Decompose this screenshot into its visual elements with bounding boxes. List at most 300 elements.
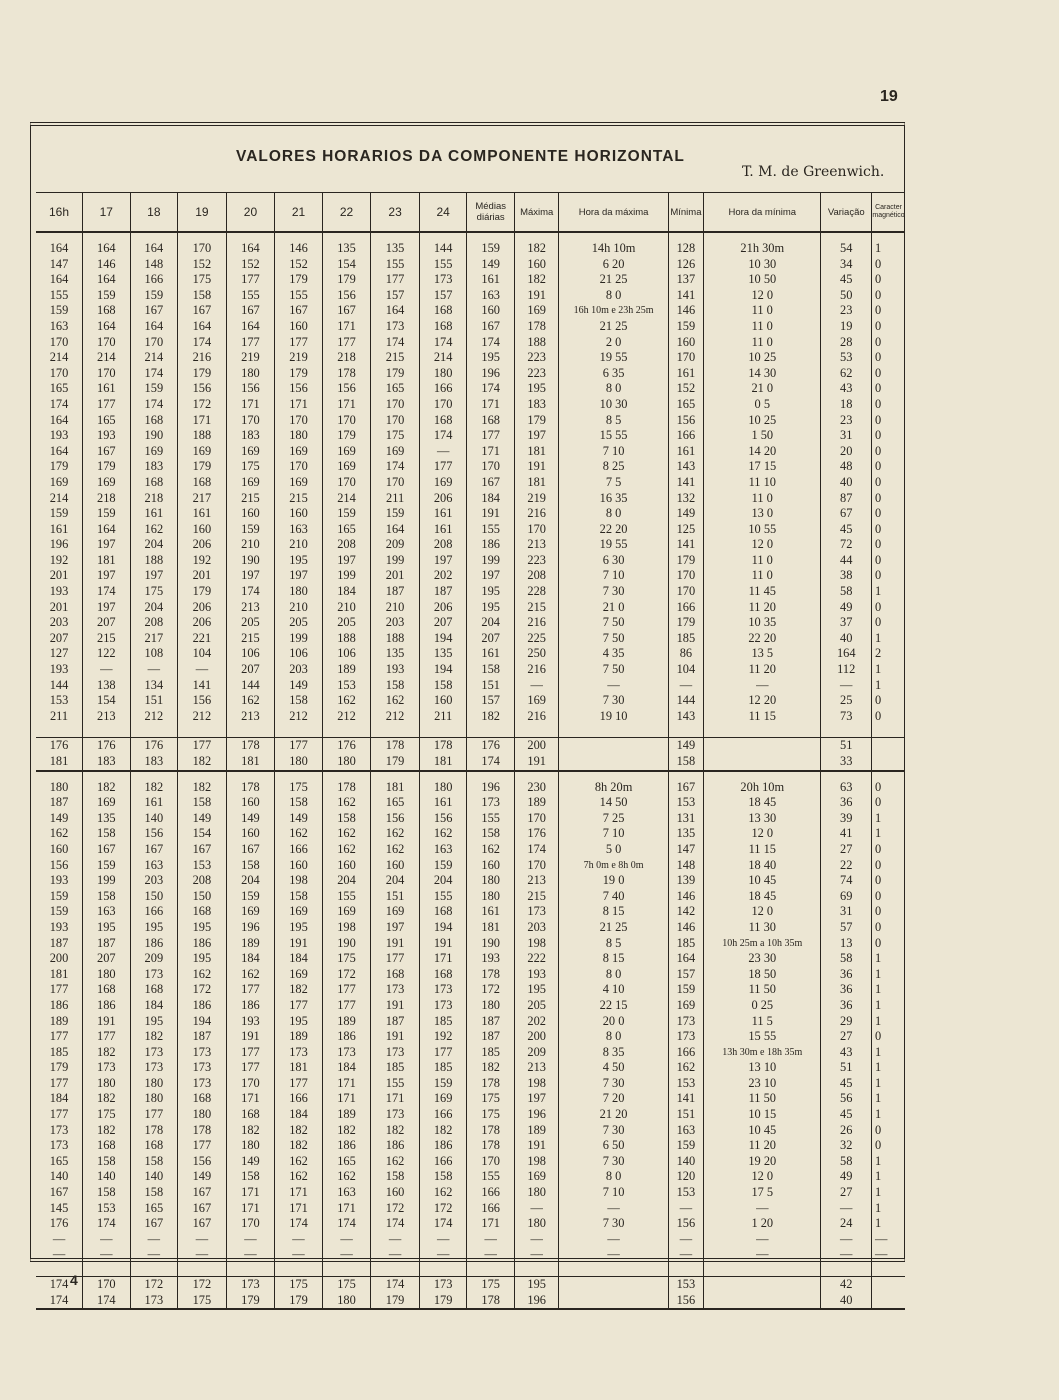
table-cell: 212 bbox=[275, 709, 323, 725]
table-cell: 163 bbox=[83, 904, 131, 920]
table-row bbox=[36, 826, 905, 842]
table-cell: 160 bbox=[467, 858, 515, 874]
table-cell: 185 bbox=[419, 1060, 467, 1076]
table-cell: 1 bbox=[872, 631, 905, 647]
table-cell: 212 bbox=[178, 709, 227, 725]
table-cell: 168 bbox=[178, 475, 227, 491]
table-cell: 7 10 bbox=[559, 568, 668, 584]
table-cell: 163 bbox=[275, 522, 323, 538]
table-cell: 170 bbox=[514, 811, 559, 827]
table-row bbox=[36, 1232, 905, 1248]
table-cell: 1 bbox=[872, 982, 905, 998]
table-cell: 193 bbox=[514, 967, 559, 983]
spacer-cell bbox=[467, 1263, 515, 1277]
table-cell: 165 bbox=[322, 522, 371, 538]
table-cell: 172 bbox=[178, 1277, 227, 1293]
table-cell: 168 bbox=[130, 475, 178, 491]
table-cell: 45 bbox=[821, 1076, 872, 1092]
table-cell: 162 bbox=[130, 522, 178, 538]
table-cell: 153 bbox=[83, 1201, 131, 1217]
table-row bbox=[36, 1185, 905, 1201]
table-cell: 171 bbox=[322, 1201, 371, 1217]
spacer-cell bbox=[275, 724, 323, 738]
table-cell: 152 bbox=[178, 257, 227, 273]
table-row bbox=[36, 951, 905, 967]
table-row bbox=[36, 381, 905, 397]
table-cell: 168 bbox=[130, 413, 178, 429]
table-cell: 0 bbox=[872, 272, 905, 288]
table-cell: 182 bbox=[467, 1060, 515, 1076]
table-cell: 216 bbox=[178, 350, 227, 366]
table-cell: 8 15 bbox=[559, 951, 668, 967]
table-cell: 144 bbox=[226, 678, 275, 694]
table-cell: 158 bbox=[130, 1154, 178, 1170]
table-cell: 34 bbox=[821, 257, 872, 273]
table-cell: 170 bbox=[178, 241, 227, 257]
table-cell: 178 bbox=[371, 738, 420, 754]
table-cell: 173 bbox=[322, 1045, 371, 1061]
table-cell: 177 bbox=[419, 1045, 467, 1061]
col-header: 20 bbox=[226, 193, 275, 233]
table-row bbox=[36, 537, 905, 553]
table-cell: 87 bbox=[821, 491, 872, 507]
table-cell bbox=[704, 754, 821, 771]
table-cell: 179 bbox=[49, 1060, 69, 1075]
table-cell: 126 bbox=[668, 257, 703, 273]
table-cell: 153 bbox=[322, 678, 371, 694]
table-cell: 28 bbox=[821, 335, 872, 351]
table-cell: 157 bbox=[467, 693, 515, 709]
table-cell: 0 bbox=[872, 506, 905, 522]
table-row bbox=[36, 475, 905, 491]
table-cell: 180 bbox=[226, 366, 275, 382]
table-cell: 174 bbox=[83, 584, 131, 600]
table-cell: 171 bbox=[371, 1091, 420, 1107]
table-cell: 86 bbox=[668, 646, 703, 662]
table-cell: 171 bbox=[322, 1076, 371, 1092]
table-cell: 7 30 bbox=[559, 1216, 668, 1232]
table-cell: 208 bbox=[322, 537, 371, 553]
spacer-row bbox=[36, 771, 905, 780]
table-cell bbox=[704, 1293, 821, 1310]
table-cell: 199 bbox=[275, 631, 323, 647]
table-cell: 177 bbox=[178, 738, 227, 754]
table-cell: 158 bbox=[371, 678, 420, 694]
table-cell: 56 bbox=[821, 1091, 872, 1107]
table-cell: 0 bbox=[872, 1123, 905, 1139]
table-cell: 176 bbox=[49, 1216, 69, 1231]
table-cell: 58 bbox=[821, 951, 872, 967]
table-cell: 40 bbox=[821, 475, 872, 491]
table-cell: 195 bbox=[514, 1277, 559, 1293]
table-cell: — bbox=[668, 678, 703, 694]
spacer-cell bbox=[514, 1263, 559, 1277]
table-cell: 170 bbox=[226, 413, 275, 429]
table-cell: 187 bbox=[83, 936, 131, 952]
table-cell: 208 bbox=[514, 568, 559, 584]
table-cell: 155 bbox=[49, 287, 69, 302]
table-cell: 196 bbox=[49, 537, 69, 552]
table-cell: 1 bbox=[872, 1076, 905, 1092]
table-cell: 1 bbox=[872, 811, 905, 827]
table-cell: 58 bbox=[821, 584, 872, 600]
table-cell: 164 bbox=[49, 241, 69, 255]
table-row bbox=[36, 709, 905, 725]
table-cell: 180 bbox=[130, 1076, 178, 1092]
table-cell: 144 bbox=[419, 241, 467, 257]
table-cell: 153 bbox=[49, 693, 69, 708]
table-cell: 173 bbox=[668, 1029, 703, 1045]
table-cell: 177 bbox=[49, 982, 69, 997]
table-cell: 0 bbox=[872, 459, 905, 475]
table-cell: 1 bbox=[872, 662, 905, 678]
table-cell: 177 bbox=[226, 1060, 275, 1076]
table-cell: 210 bbox=[275, 600, 323, 616]
table-cell: 180 bbox=[83, 967, 131, 983]
table-cell: 216 bbox=[514, 709, 559, 725]
table-cell: 155 bbox=[226, 288, 275, 304]
table-row bbox=[36, 904, 905, 920]
table-cell: 173 bbox=[130, 1045, 178, 1061]
table-cell: 162 bbox=[275, 1154, 323, 1170]
table-cell: 145 bbox=[49, 1200, 69, 1215]
table-cell: 176 bbox=[83, 738, 131, 754]
table-cell: 167 bbox=[178, 1201, 227, 1217]
table-cell: 219 bbox=[514, 491, 559, 507]
table-cell: 156 bbox=[371, 811, 420, 827]
table-cell: 20 bbox=[821, 444, 872, 460]
table-cell: 163 bbox=[419, 842, 467, 858]
table-cell: 179 bbox=[668, 615, 703, 631]
table-cell: 212 bbox=[371, 709, 420, 725]
table-cell: 164 bbox=[130, 241, 178, 257]
table-cell: 186 bbox=[322, 1138, 371, 1154]
table-cell: 167 bbox=[467, 319, 515, 335]
table-cell: 159 bbox=[49, 888, 69, 903]
table-cell: 180 bbox=[467, 873, 515, 889]
table-cell: 159 bbox=[83, 858, 131, 874]
table-cell: 173 bbox=[419, 998, 467, 1014]
table-cell: 204 bbox=[419, 873, 467, 889]
table-cell: 215 bbox=[226, 491, 275, 507]
table-cell: 179 bbox=[514, 413, 559, 429]
table-cell: 191 bbox=[275, 936, 323, 952]
spacer-cell bbox=[467, 232, 515, 241]
table-cell: 182 bbox=[83, 1091, 131, 1107]
table-cell: 185 bbox=[371, 1060, 420, 1076]
table-cell: 175 bbox=[83, 1107, 131, 1123]
table-cell: 168 bbox=[83, 1138, 131, 1154]
table-cell: 214 bbox=[83, 350, 131, 366]
table-cell: 195 bbox=[514, 381, 559, 397]
table-cell: 181 bbox=[275, 1060, 323, 1076]
table-cell: — bbox=[704, 1247, 821, 1263]
table-cell: 194 bbox=[419, 662, 467, 678]
table-cell: — bbox=[83, 1247, 131, 1263]
table-cell: 135 bbox=[322, 241, 371, 257]
table-cell: 166 bbox=[467, 1185, 515, 1201]
table-cell: 6 20 bbox=[559, 257, 668, 273]
table-cell: 172 bbox=[322, 967, 371, 983]
table-cell: 149 bbox=[178, 1169, 227, 1185]
table-cell: 156 bbox=[226, 381, 275, 397]
table-cell: 180 bbox=[275, 584, 323, 600]
table-cell: 174 bbox=[49, 1277, 69, 1291]
table-cell: 182 bbox=[178, 780, 227, 796]
table-cell: 13 10 bbox=[704, 1060, 821, 1076]
table-cell: 158 bbox=[275, 889, 323, 905]
table-title: VALORES HORARIOS DA COMPONENTE HORIZONTAL bbox=[236, 148, 685, 165]
table-cell: 171 bbox=[322, 319, 371, 335]
table-cell: 146 bbox=[275, 241, 323, 257]
table-cell: 0 bbox=[872, 795, 905, 811]
table-cell: 23 10 bbox=[704, 1076, 821, 1092]
table-cell: 186 bbox=[178, 936, 227, 952]
table-cell: 170 bbox=[226, 1076, 275, 1092]
table-cell: 169 bbox=[322, 904, 371, 920]
table-cell: 134 bbox=[130, 678, 178, 694]
table-cell: 180 bbox=[467, 998, 515, 1014]
table-cell: 158 bbox=[178, 795, 227, 811]
table-cell: 8 5 bbox=[559, 936, 668, 952]
table-cell: 153 bbox=[178, 858, 227, 874]
spacer-cell bbox=[514, 232, 559, 241]
table-cell: 167 bbox=[83, 842, 131, 858]
table-cell: 0 bbox=[872, 568, 905, 584]
table-cell: 170 bbox=[371, 475, 420, 491]
table-cell: 7 50 bbox=[559, 631, 668, 647]
table-cell: 208 bbox=[419, 537, 467, 553]
table-cell: 209 bbox=[130, 951, 178, 967]
table-cell: 10 15 bbox=[704, 1107, 821, 1123]
table-cell: 180 bbox=[49, 779, 69, 794]
table-cell: 21 25 bbox=[559, 920, 668, 936]
table-cell: 207 bbox=[83, 615, 131, 631]
table-cell: 172 bbox=[178, 397, 227, 413]
table-cell: 214 bbox=[130, 350, 178, 366]
table-cell: 0 bbox=[872, 537, 905, 553]
table-cell: 195 bbox=[275, 920, 323, 936]
table-cell: 171 bbox=[226, 397, 275, 413]
table-cell: 162 bbox=[668, 1060, 703, 1076]
spacer-cell bbox=[559, 724, 668, 738]
table-cell: — bbox=[52, 1231, 66, 1246]
table-cell: 171 bbox=[226, 1185, 275, 1201]
table-cell: 21 25 bbox=[559, 272, 668, 288]
table-cell: 164 bbox=[178, 319, 227, 335]
table-cell: 11 0 bbox=[704, 335, 821, 351]
table-cell: 169 bbox=[668, 998, 703, 1014]
table-cell: 173 bbox=[371, 1107, 420, 1123]
table-cell: 178 bbox=[322, 780, 371, 796]
table-cell: 161 bbox=[419, 795, 467, 811]
table-cell: 166 bbox=[419, 381, 467, 397]
table-cell: 0 bbox=[872, 615, 905, 631]
table-cell: 215 bbox=[275, 491, 323, 507]
table-cell: 6 50 bbox=[559, 1138, 668, 1154]
table-cell: 169 bbox=[371, 904, 420, 920]
table-cell: 157 bbox=[419, 288, 467, 304]
table-cell: 176 bbox=[322, 738, 371, 754]
table-cell: — bbox=[872, 1247, 905, 1263]
table-cell: 174 bbox=[467, 754, 515, 771]
spacer-cell bbox=[226, 232, 275, 241]
table-cell: 179 bbox=[322, 272, 371, 288]
table-cell: 179 bbox=[371, 754, 420, 771]
table-cell: 149 bbox=[668, 738, 703, 754]
table-cell: 173 bbox=[130, 1293, 178, 1310]
table-cell: 141 bbox=[668, 537, 703, 553]
table-cell bbox=[559, 1277, 668, 1293]
table-row bbox=[36, 1029, 905, 1045]
table-cell: 0 bbox=[872, 444, 905, 460]
table-cell: 189 bbox=[322, 662, 371, 678]
table-row bbox=[36, 936, 905, 952]
table-cell: 173 bbox=[130, 1060, 178, 1076]
table-cell: 178 bbox=[467, 1123, 515, 1139]
table-cell: 207 bbox=[226, 662, 275, 678]
table-cell: 204 bbox=[130, 600, 178, 616]
table-cell: 14 50 bbox=[559, 795, 668, 811]
table-cell: 194 bbox=[419, 920, 467, 936]
table-cell: 0 bbox=[872, 709, 905, 725]
table-cell: 12 20 bbox=[704, 693, 821, 709]
table-cell: 168 bbox=[83, 303, 131, 319]
table-cell: 179 bbox=[275, 272, 323, 288]
table-cell: 215 bbox=[514, 600, 559, 616]
table-cell: 182 bbox=[83, 1045, 131, 1061]
table-cell: 177 bbox=[322, 982, 371, 998]
table-cell: 216 bbox=[514, 506, 559, 522]
table-cell: 11 50 bbox=[704, 1091, 821, 1107]
table-cell: 182 bbox=[226, 1123, 275, 1139]
table-cell: 171 bbox=[275, 1185, 323, 1201]
table-cell: 18 40 bbox=[704, 858, 821, 874]
table-cell: 135 bbox=[668, 826, 703, 842]
table-cell: 12 0 bbox=[704, 826, 821, 842]
table-cell: 163 bbox=[49, 318, 69, 333]
table-cell: 218 bbox=[322, 350, 371, 366]
table-cell: 167 bbox=[275, 303, 323, 319]
table-cell: 191 bbox=[467, 506, 515, 522]
table-cell: 149 bbox=[668, 506, 703, 522]
table-cell: 1 bbox=[872, 1045, 905, 1061]
table-row bbox=[36, 444, 905, 460]
table-cell: 193 bbox=[467, 951, 515, 967]
table-cell: 206 bbox=[178, 615, 227, 631]
table-cell: 164 bbox=[130, 319, 178, 335]
table-cell: 0 25 bbox=[704, 998, 821, 1014]
table-cell bbox=[872, 754, 905, 771]
table-cell: 201 bbox=[49, 568, 69, 583]
table-cell: 158 bbox=[371, 1169, 420, 1185]
table-cell: 161 bbox=[668, 444, 703, 460]
table-cell: 175 bbox=[275, 1277, 323, 1293]
table-cell: 178 bbox=[226, 738, 275, 754]
spacer-cell bbox=[226, 724, 275, 738]
table-cell: 157 bbox=[668, 967, 703, 983]
table-cell: 168 bbox=[419, 303, 467, 319]
table-cell: 158 bbox=[83, 826, 131, 842]
signature-mark: 4 bbox=[70, 1272, 78, 1288]
table-cell: 19 20 bbox=[704, 1154, 821, 1170]
table-cell: 166 bbox=[467, 1201, 515, 1217]
table-cell: 188 bbox=[130, 553, 178, 569]
table-cell: 159 bbox=[322, 506, 371, 522]
table-cell: 169 bbox=[275, 967, 323, 983]
table-cell: 186 bbox=[130, 936, 178, 952]
table-cell: 169 bbox=[275, 444, 323, 460]
spacer-cell bbox=[821, 1263, 872, 1277]
table-cell: 177 bbox=[275, 1076, 323, 1092]
table-cell: — bbox=[322, 1232, 371, 1248]
table-cell: — bbox=[668, 1247, 703, 1263]
table-cell: 137 bbox=[668, 272, 703, 288]
table-cell: 170 bbox=[83, 366, 131, 382]
table-cell: 179 bbox=[178, 459, 227, 475]
spacer-row bbox=[36, 1263, 905, 1277]
table-cell: 196 bbox=[514, 1293, 559, 1310]
spacer-cell bbox=[83, 724, 131, 738]
table-cell: 223 bbox=[514, 553, 559, 569]
table-cell: 182 bbox=[322, 1123, 371, 1139]
table-cell: 152 bbox=[226, 257, 275, 273]
table-cell: 1 bbox=[872, 1169, 905, 1185]
table-cell: 160 bbox=[226, 506, 275, 522]
table-cell: 131 bbox=[668, 811, 703, 827]
table-cell: 179 bbox=[322, 428, 371, 444]
table-cell: — bbox=[178, 1232, 227, 1248]
table-cell: 140 bbox=[83, 1169, 131, 1185]
hourly-values-table bbox=[36, 192, 905, 1310]
table-cell: 171 bbox=[322, 397, 371, 413]
table-cell: 173 bbox=[83, 1060, 131, 1076]
table-cell: 23 30 bbox=[704, 951, 821, 967]
spacer-cell bbox=[178, 724, 227, 738]
table-cell: 205 bbox=[322, 615, 371, 631]
spacer-cell bbox=[419, 232, 467, 241]
table-cell: 174 bbox=[130, 397, 178, 413]
table-cell: 179 bbox=[275, 366, 323, 382]
table-cell: 177 bbox=[275, 335, 323, 351]
table-cell: 169 bbox=[226, 904, 275, 920]
table-cell: 170 bbox=[467, 459, 515, 475]
table-cell: 159 bbox=[668, 1138, 703, 1154]
table-row bbox=[36, 1123, 905, 1139]
table-cell: 23 bbox=[821, 303, 872, 319]
table-cell: 217 bbox=[130, 631, 178, 647]
table-cell: 135 bbox=[419, 646, 467, 662]
table-cell: 199 bbox=[371, 553, 420, 569]
table-row bbox=[36, 1014, 905, 1030]
table-cell: 174 bbox=[371, 1277, 420, 1293]
spacer-cell bbox=[821, 232, 872, 241]
spacer-cell bbox=[275, 1263, 323, 1277]
table-cell: 213 bbox=[83, 709, 131, 725]
table-cell: 163 bbox=[668, 1123, 703, 1139]
table-row bbox=[36, 1076, 905, 1092]
table-cell: 162 bbox=[275, 1169, 323, 1185]
table-cell: 169 bbox=[514, 1169, 559, 1185]
table-cell: 197 bbox=[371, 920, 420, 936]
spacer-cell bbox=[322, 1263, 371, 1277]
table-cell: 160 bbox=[275, 858, 323, 874]
table-cell: 204 bbox=[467, 615, 515, 631]
table-cell: 177 bbox=[130, 1107, 178, 1123]
table-cell: 173 bbox=[371, 319, 420, 335]
table-cell: — bbox=[178, 662, 227, 678]
table-cell: 174 bbox=[226, 584, 275, 600]
